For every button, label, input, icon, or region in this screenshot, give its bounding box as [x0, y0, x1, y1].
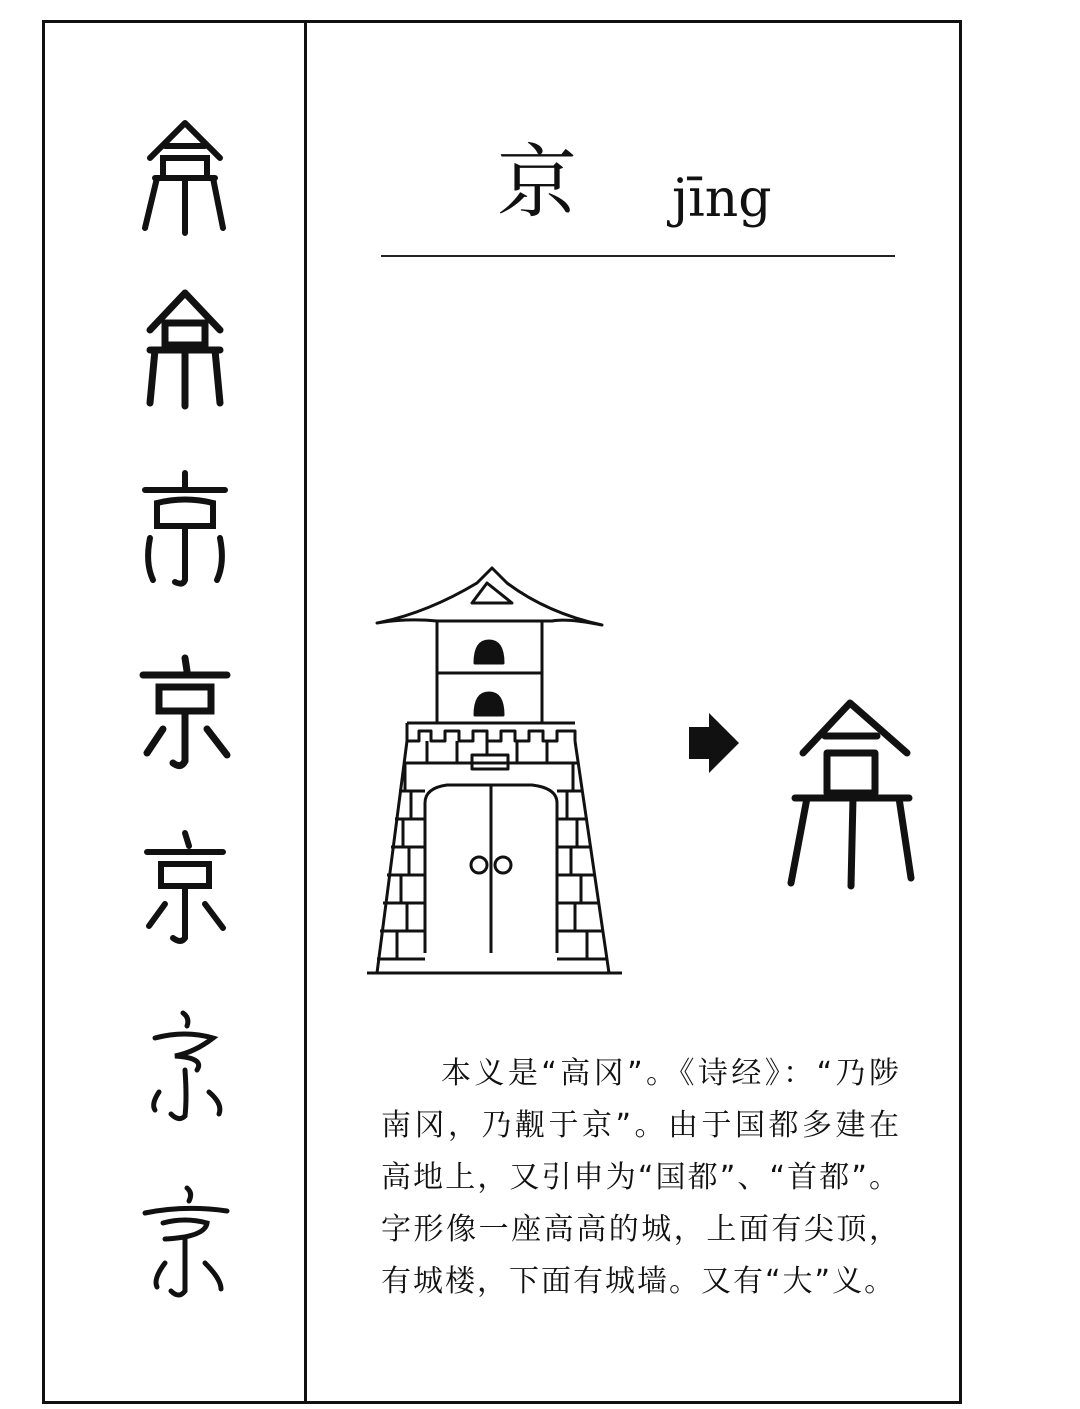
ancient-jing-glyph-icon — [785, 698, 915, 893]
city-gate-tower-icon — [367, 563, 687, 993]
entry-panel — [307, 23, 959, 1401]
cursive-jing-icon — [135, 1008, 235, 1128]
page-frame — [42, 20, 962, 1404]
script-variants-column — [45, 23, 307, 1401]
clerical-jing-icon — [135, 653, 235, 773]
title-divider — [381, 255, 895, 257]
seal-jing-icon — [135, 468, 235, 588]
entry-character: 京 — [497, 136, 577, 229]
right-arrow-icon — [687, 713, 739, 773]
bronze-jing-icon — [135, 288, 235, 408]
regular-jing-icon — [135, 828, 235, 948]
entry-pinyin: jīng — [672, 169, 772, 229]
oracle-bone-jing-icon — [135, 118, 235, 238]
definition-text: 本义是“高冈”。《诗经》：“乃陟南冈，乃觏于京”。由于国都多建在高地上，又引申为“国都”、“首都”。字形像一座高高的城，上面有尖顶，有城楼，下面有城墙。又有“大”义。 — [381, 1056, 901, 1299]
running-jing-icon — [135, 1183, 235, 1303]
